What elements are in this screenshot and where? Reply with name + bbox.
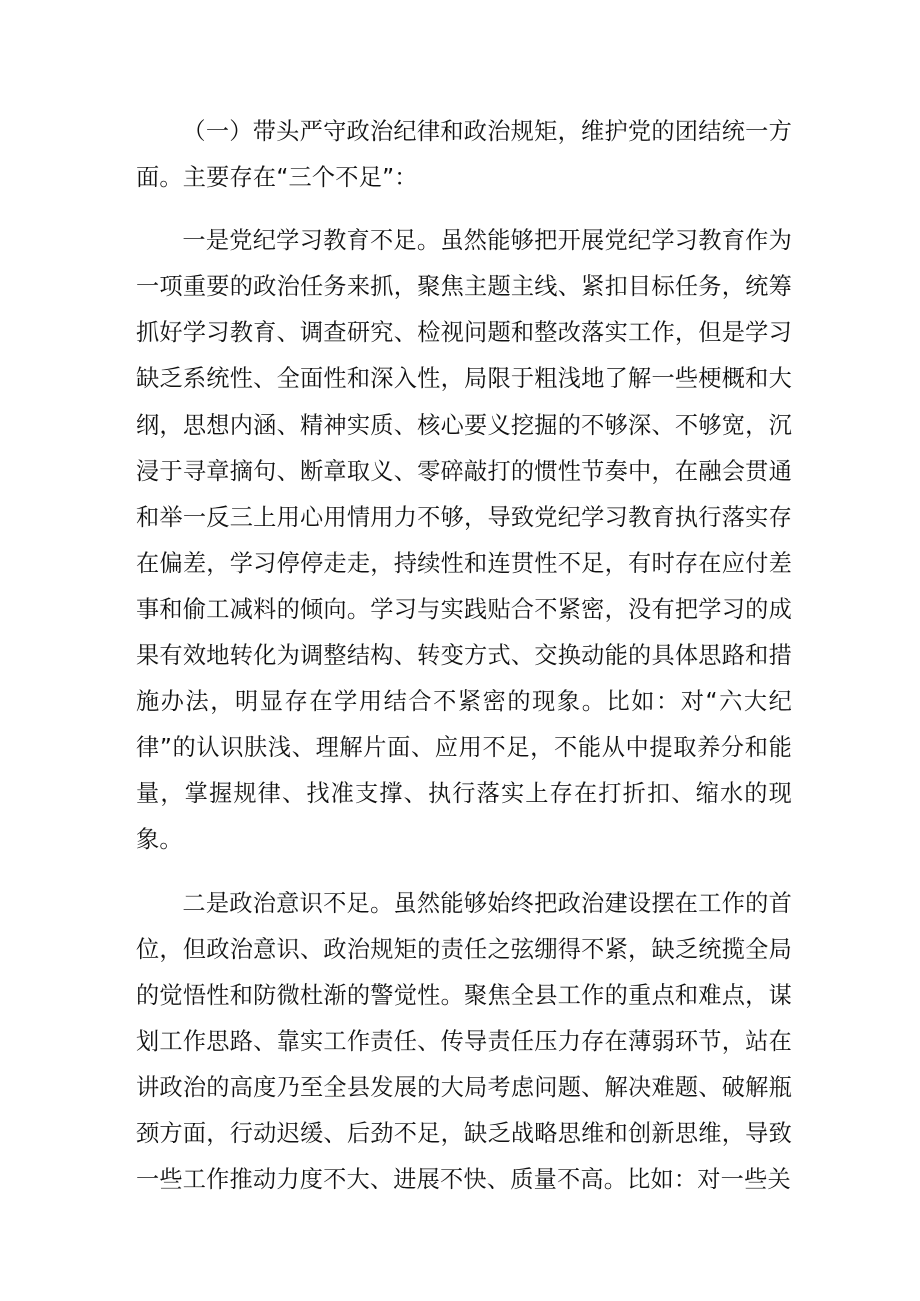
body-paragraph-2: 二是政治意识不足。虽然能够始终把政治建设摆在工作的首位，但政治意识、政治规矩的责任之弦绷得不紧，缺乏统揽全局的觉悟性和防微杜渐的警觉性。聚焦全县工作的重点和难点，谋划工作思路、靠实工作责任、传导责任压力存在薄弱环节，站在讲政治的高度乃至全县发展的大局考虑问题、解决难题、破解瓶颈方面，行动迟缓、后劲不足，缺乏战略思维和创新思维，导致一些工作推动力度不大、进展不快、质量不高。比如：对一些关	[136, 889, 792, 1194]
section-heading-paragraph: （一）带头严守政治纪律和政治规矩，维护党的团结统一方面。主要存在“三个不足”：	[136, 118, 792, 192]
body-paragraph-1: 一是党纪学习教育不足。虽然能够把开展党纪学习教育作为一项重要的政治任务来抓，聚焦主题主线、紧扣目标任务，统筹抓好学习教育、调查研究、检视问题和整改落实工作，但是学习缺乏系统性、全面性和深入性，局限于粗浅地了解一些梗概和大纲，思想内涵、精神实质、核心要义挖掘的不够深、不够宽，沉浸于寻章摘句、断章取义、零碎敲打的惯性节奏中，在融会贯通和举一反三上用心用情用力不够，导致党纪学习教育执行落实存在偏差，学习停停走走，持续性和连贯性不足，有时存在应付差事和偷工减料的倾向。学习与实践贴合不紧密，没有把学习的成果有效地转化为调整结构、转变方式、交换动能的具体思路和措施办法，明显存在学用结合不紧密的现象。比如：对“六大纪律”的认识肤浅、理解片面、应用不足，不能从中提取养分和能量，掌握规律、找准支撑、执行落实上存在打折扣、缩水的现象。	[136, 227, 792, 854]
